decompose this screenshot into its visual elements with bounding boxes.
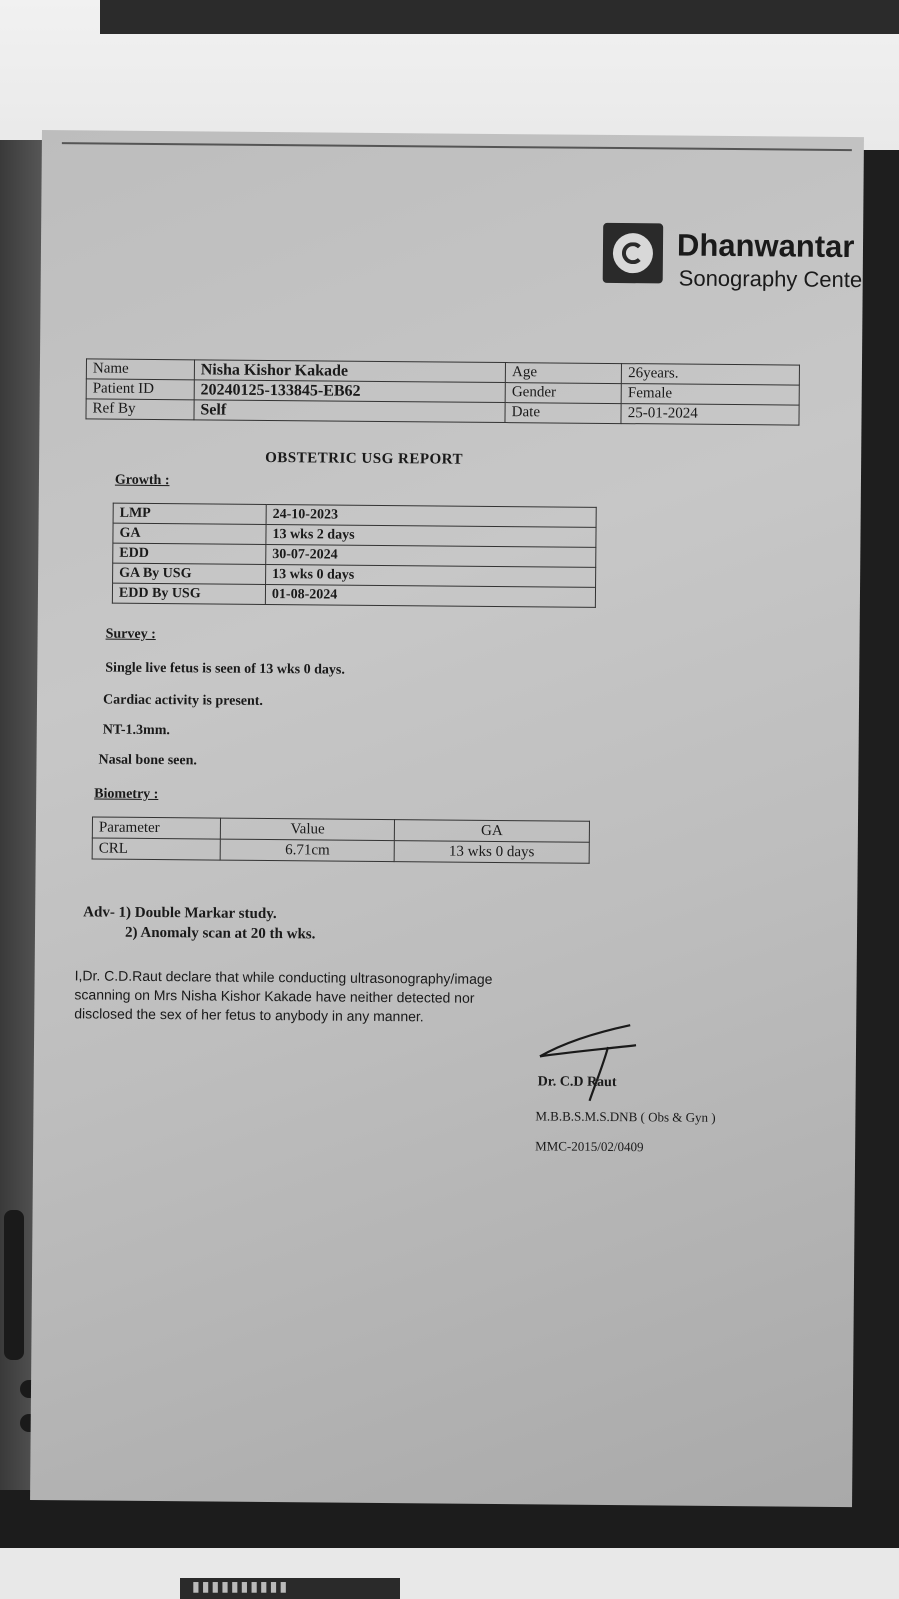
growth-heading: Growth : <box>114 472 170 489</box>
patient-id: 20240125-133845-EB62 <box>194 380 505 403</box>
clinic-subtitle: Sonography Cente <box>678 265 863 293</box>
doctor-name: Dr. C.D Raut <box>537 1074 617 1091</box>
survey-line: Single live fetus is seen of 13 wks 0 days. <box>105 660 345 678</box>
growth-value: 24-10-2023 <box>266 504 596 527</box>
date-label: Date <box>505 403 621 424</box>
report-sheet <box>30 130 864 1507</box>
doctor-registration: MMC-2015/02/0409 <box>535 1138 644 1155</box>
column-header: Parameter <box>92 817 221 839</box>
growth-label: GA By USG <box>113 563 266 584</box>
background-dark-strip <box>100 0 899 34</box>
background-bottom-strip <box>180 1578 400 1599</box>
background-paper-bottom <box>0 1548 899 1599</box>
doctor-qualification: M.B.B.S.M.S.DNB ( Obs & Gyn ) <box>535 1108 716 1125</box>
biometry-value: 6.71cm <box>221 839 395 862</box>
declaration-line: disclosed the sex of her fetus to anybody in any manner. <box>74 1005 424 1025</box>
biometry-parameter: CRL <box>92 838 221 860</box>
patient-name: Nisha Kishor Kakade <box>194 360 505 383</box>
advice-line: Adv- 1) Double Markar study. <box>83 904 277 923</box>
growth-value: 30-07-2024 <box>266 544 596 567</box>
clinic-logo-icon <box>603 223 664 284</box>
survey-line: Cardiac activity is present. <box>102 692 264 709</box>
logo-emblem <box>613 233 653 273</box>
growth-value: 13 wks 0 days <box>266 564 596 587</box>
report-title: OBSTETRIC USG REPORT <box>265 449 464 468</box>
age-label: Age <box>505 363 621 384</box>
growth-label: EDD By USG <box>112 583 265 604</box>
biometry-heading: Biometry : <box>94 786 159 803</box>
declaration-line: scanning on Mrs Nisha Kishor Kakade have neither detected nor <box>74 986 475 1006</box>
survey-line: Nasal bone seen. <box>98 752 197 769</box>
patient-age: 26years. <box>622 364 800 386</box>
declaration-text <box>74 966 594 1028</box>
gender-label: Gender <box>505 383 621 404</box>
patient-id-label: Patient ID <box>86 379 194 400</box>
advice-line: 2) Anomaly scan at 20 th wks. <box>124 924 316 943</box>
table-row <box>92 838 589 863</box>
sheet-top-rule <box>62 142 852 151</box>
name-label: Name <box>86 359 194 380</box>
ref-by: Self <box>194 400 505 423</box>
patient-details-table <box>85 358 800 425</box>
biometry-ga: 13 wks 0 days <box>394 841 589 864</box>
column-header: Value <box>221 818 395 841</box>
growth-label: GA <box>113 523 266 544</box>
patient-gender: Female <box>621 384 799 406</box>
clinic-name: Dhanwantar <box>676 227 855 265</box>
background-left-bar <box>4 1210 24 1360</box>
growth-value: 13 wks 2 days <box>266 524 596 547</box>
growth-value: 01-08-2024 <box>265 584 595 607</box>
table-row <box>112 583 595 607</box>
growth-label: EDD <box>113 543 266 564</box>
survey-line: NT-1.3mm. <box>102 722 170 739</box>
growth-label: LMP <box>113 503 266 524</box>
report-date: 25-01-2024 <box>621 404 799 426</box>
declaration-line: I,Dr. C.D.Raut declare that while conducting ultrasonography/image <box>74 967 493 987</box>
ref-by-label: Ref By <box>86 399 194 420</box>
biometry-table <box>92 816 590 863</box>
doctor-signature <box>534 1022 655 1103</box>
growth-table <box>112 503 597 608</box>
survey-heading: Survey : <box>105 626 156 643</box>
bottom-strip-marks: ▮▮▮▮▮▮▮▮▮▮ <box>192 1579 290 1595</box>
column-header: GA <box>394 820 589 843</box>
